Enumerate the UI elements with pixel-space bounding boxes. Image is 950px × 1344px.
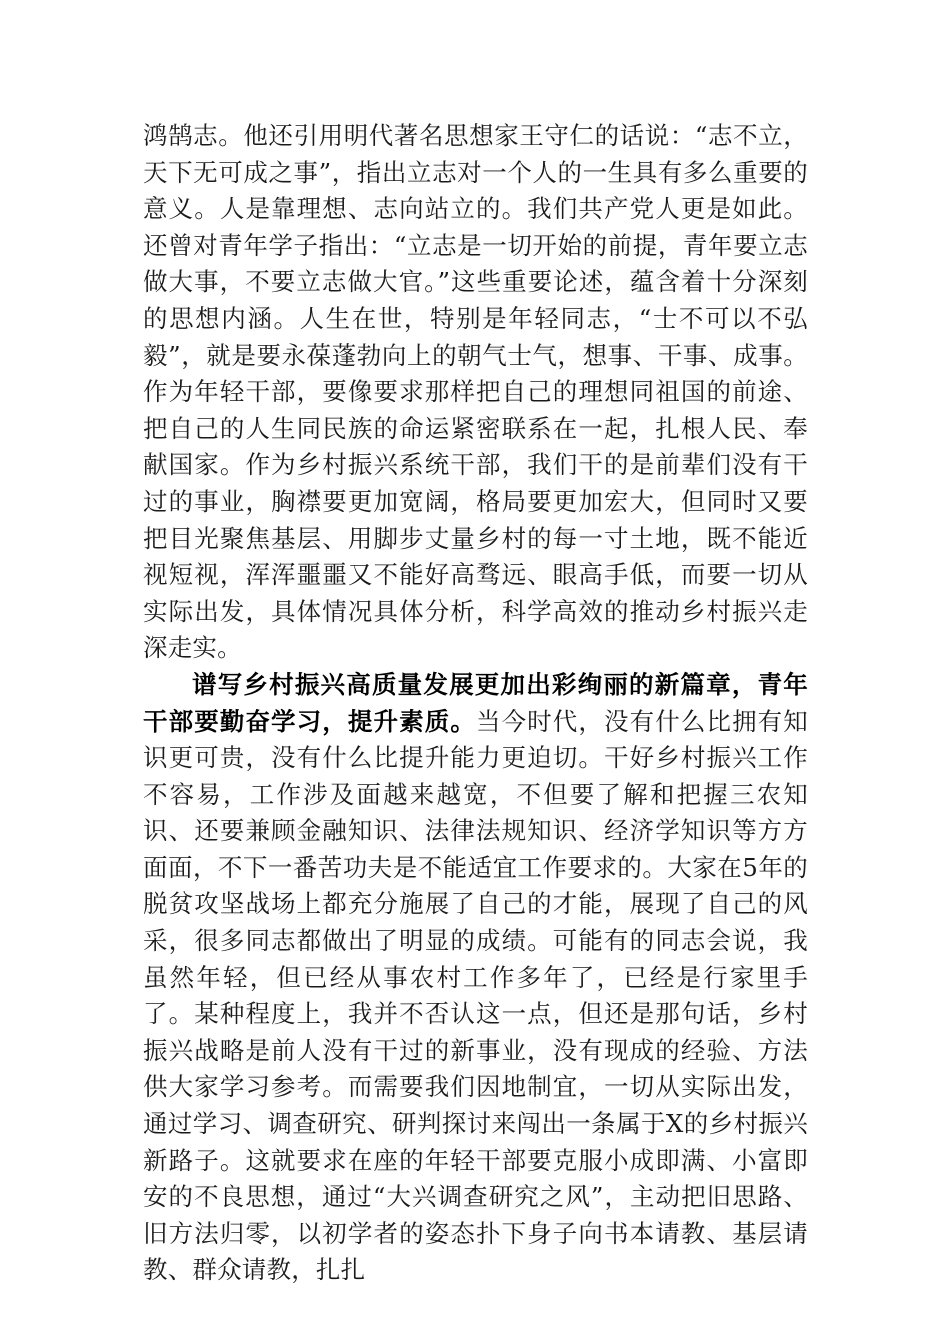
paragraph-2 — [143, 667, 808, 1289]
document-body — [143, 118, 808, 1289]
paragraph-2-lead-sentence: 谱写乡村振兴高质量发展更加出彩绚丽的新篇章，青年干部要勤奋学习，提升素质。 — [143, 669, 808, 736]
paragraph-1 — [143, 118, 808, 667]
paragraph-1-text: 鸿鹄志。他还引用明代著名思想家王守仁的话说：“志不立，天下无可成之事”，指出立志对一个人的一生具有多么重要的意义。人是靠理想、志向站立的。我们共产党人更是如此。还曾对青年学子指出：“立志是一切开始的前提，青年要立志做大事，不要立志做大官。”这些重要论述，蕴含着十分深刻的思想内涵。人生在世，特别是年轻同志，“士不可以不弘毅”，就是要永葆蓬勃向上的朝气士气，想事、干事、成事。作为年轻干部，要像要求那样把自己的理想同祖国的前途、把自己的人生同民族的命运紧密联系在一起，扎根人民、奉献国家。作为乡村振兴系统干部，我们干的是前辈们没有干过的事业，胸襟要更加宽阔，格局要更加宏大，但同时又要把目光聚焦基层、用脚步丈量乡村的每一寸土地，既不能近视短视，浑浑噩噩又不能好高骛远、眼高手低，而要一切从实际出发，具体情况具体分析，科学高效的推动乡村振兴走深走实。 — [143, 121, 808, 663]
paragraph-2-text: 当今时代，没有什么比拥有知识更可贵，没有什么比提升能力更迫切。干好乡村振兴工作不容易，工作涉及面越来越宽，不但要了解和把握三农知识、还要兼顾金融知识、法律法规知识、经济学知识等方方面面，不下一番苦功夫是不能适宜工作要求的。大家在5年的脱贫攻坚战场上都充分施展了自己的才能，展现了自己的风采，很多同志都做出了明显的成绩。可能有的同志会说，我虽然年轻，但已经从事农村工作多年了，已经是行家里手了。某种程度上，我并不否认这一点，但还是那句话，乡村振兴战略是前人没有干过的新事业，没有现成的经验、方法供大家学习参考。而需要我们因地制宜，一切从实际出发，通过学习、调查研究、研判探讨来闯出一条属于X的乡村振兴新路子。这就要求在座的年轻干部要克服小成即满、小富即安的不良思想，通过“大兴调查研究之风”，主动把旧思路、旧方法归零，以初学者的姿态扑下身子向书本请教、基层请教、群众请教，扎扎 — [143, 706, 808, 1285]
